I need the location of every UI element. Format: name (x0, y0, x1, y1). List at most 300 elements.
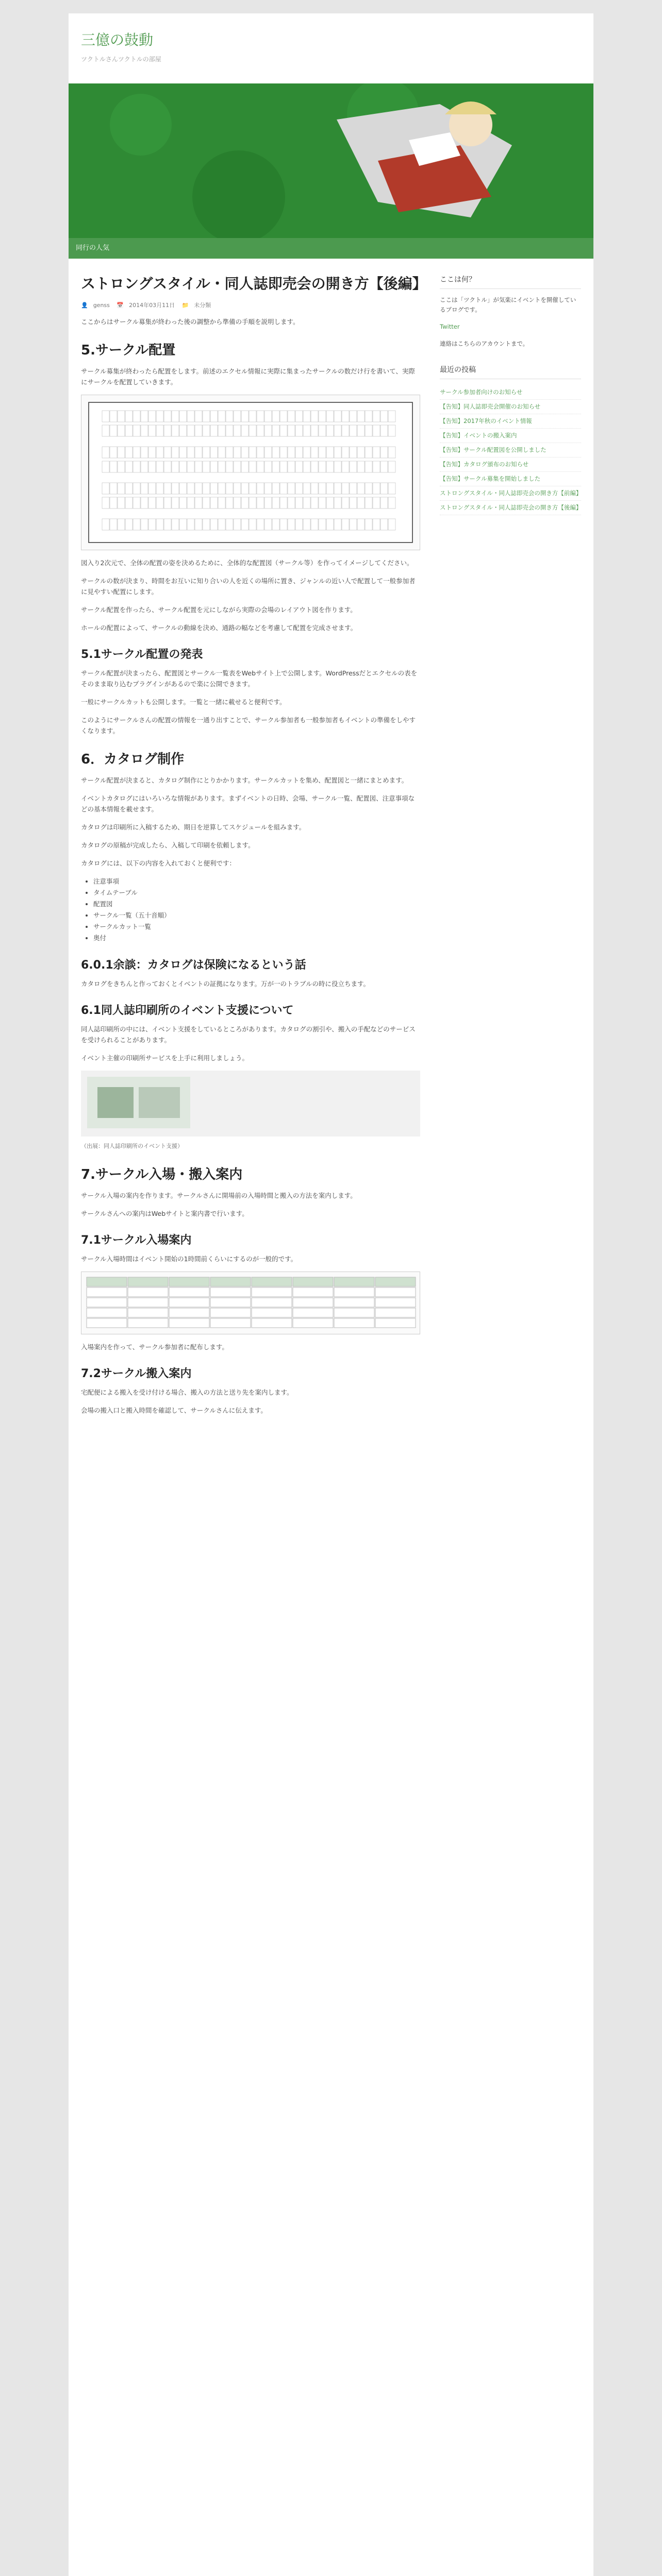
booth-cell (148, 425, 156, 436)
booth-cell (118, 425, 125, 436)
booth-cell (118, 497, 125, 509)
booth-cell (203, 411, 210, 422)
booth-cell (187, 497, 194, 509)
post-category[interactable]: 未分類 (194, 302, 211, 309)
guide-cell (293, 1298, 333, 1307)
booth-cell (156, 519, 163, 530)
guide-cell (87, 1277, 127, 1286)
booth-cell (172, 411, 179, 422)
booth-cell (226, 425, 233, 436)
booth-cell (326, 483, 334, 494)
booth-cell (110, 425, 117, 436)
booth-cell (187, 425, 194, 436)
booth-cell (110, 461, 117, 472)
booth-cell (148, 483, 156, 494)
booth-cell (257, 483, 264, 494)
paragraph: サークル入場時間はイベント開始の1時間前くらいにするのが一般的です。 (81, 1255, 297, 1263)
booth-cell (264, 497, 272, 509)
booth-cell (148, 447, 156, 458)
post-date[interactable]: 2014年03月11日 (129, 302, 175, 309)
guide-cell (375, 1287, 416, 1297)
intro-paragraph: ここからはサークル募集が終わった後の調整から準備の手順を説明します。 (81, 318, 300, 326)
booth-cell (357, 425, 365, 436)
booth-cell (249, 425, 256, 436)
booth-cell (373, 483, 380, 494)
booth-cell (187, 461, 194, 472)
booth-cell (288, 447, 295, 458)
paragraph: サークルの数が決まり、時間をお互いに知り合いの人を近くの場所に置き、ジャンルの近い人で配置して一般参加者に見やすい配置にします。 (81, 577, 416, 596)
recent-post-link[interactable]: 【告知】同人誌即売会開催のお知らせ (440, 400, 581, 414)
booth-cell (365, 411, 372, 422)
print-shop-image (87, 1077, 190, 1128)
paragraph: 同人誌印刷所の中には、イベント支援をしているところがあります。カタログの割引や、搬入の手配などのサービスを受けられることがあります。 (81, 1025, 416, 1044)
booth-cell (195, 483, 202, 494)
booth-cell (172, 447, 179, 458)
list-item: • 奥付 (93, 933, 420, 944)
booth-cell (373, 411, 380, 422)
booth-cell (172, 461, 179, 472)
nav-item[interactable]: 同行の人気 (76, 244, 110, 252)
booth-cell (241, 447, 249, 458)
recent-post-link[interactable]: ストロングスタイル・同人誌即売会の開き方【前編】 (440, 486, 581, 501)
booth-cell (156, 411, 163, 422)
booth-cell (203, 519, 210, 530)
image-caption: （出展：同人誌印刷所のイベント支援） (81, 1143, 183, 1149)
booth-cell (125, 425, 133, 436)
booth-cell (234, 411, 241, 422)
booth-cell (125, 461, 133, 472)
booth-cell (264, 447, 272, 458)
list-item: • 注意事項 (93, 876, 420, 887)
booth-cell (303, 461, 310, 472)
about-text: ここは「ツクトル」が気楽にイベントを開催しているブログです。 (440, 296, 576, 313)
guide-cell (169, 1318, 209, 1328)
booth-cell (241, 483, 249, 494)
booth-cell (141, 497, 148, 509)
recent-post-link[interactable]: サークル参加者向けのお知らせ (440, 385, 581, 400)
booth-cell (102, 411, 109, 422)
booth-cell (326, 497, 334, 509)
paragraph: 宅配便による搬入を受け付ける場合、搬入の方法と送り先を案内します。 (81, 1388, 293, 1396)
booth-cell (172, 483, 179, 494)
layout-map (81, 395, 420, 550)
booth-cell (288, 425, 295, 436)
booth-cell (288, 411, 295, 422)
booth-cell (156, 483, 163, 494)
booth-cell (187, 519, 194, 530)
booth-cell (118, 461, 125, 472)
booth-cell (334, 483, 341, 494)
embedded-image-box (81, 1071, 420, 1137)
booth-cell (257, 411, 264, 422)
booth-cell (164, 411, 171, 422)
booth-cell (350, 519, 357, 530)
paragraph: イベントカタログにはいろいろな情報があります。まずイベントの日時、会場、サークル一覧、配置図、注意事項などの基本情報を載せます。 (81, 794, 415, 813)
booth-cell (365, 519, 372, 530)
guide-cell (169, 1277, 209, 1286)
guide-cell (293, 1318, 333, 1328)
paragraph: カタログの原稿が完成したら、入稿して印刷を依頼します。 (81, 841, 255, 849)
guide-cell (375, 1298, 416, 1307)
booth-cell (148, 411, 156, 422)
booth-cell (303, 483, 310, 494)
booth-cell (133, 425, 140, 436)
booth-cell (133, 461, 140, 472)
booth-cell (179, 411, 187, 422)
section-heading: 6.0.1余談：カタログは保険になるという話 (81, 959, 306, 972)
booth-cell (357, 447, 365, 458)
booth-cell (272, 497, 279, 509)
booth-cell (102, 519, 109, 530)
section-heading: 6．カタログ制作 (81, 752, 185, 767)
paragraph: ホールの配置によって、サークルの動線を決め、通路の幅などを考慮して配置を完成させます。 (81, 624, 357, 632)
guide-cell (128, 1277, 168, 1286)
booth-cell (249, 461, 256, 472)
booth-cell (272, 483, 279, 494)
booth-cell (241, 425, 249, 436)
catalog-contents-list (81, 876, 420, 944)
booth-cell (365, 461, 372, 472)
paragraph: イベント主催の印刷所サービスを上手に利用しましょう。 (81, 1054, 249, 1062)
booth-cell (357, 497, 365, 509)
booth-cell (257, 447, 264, 458)
booth-cell (280, 519, 287, 530)
booth-cell (125, 519, 133, 530)
booth-cell (257, 497, 264, 509)
guide-cell (210, 1277, 251, 1286)
booth-cell (373, 461, 380, 472)
booth-cell (280, 497, 287, 509)
booth-cell (141, 461, 148, 472)
booth-cell (234, 483, 241, 494)
booth-cell (118, 447, 125, 458)
booth-cell (203, 425, 210, 436)
booth-cell (303, 425, 310, 436)
booth-cell (218, 461, 225, 472)
guide-cell (169, 1287, 209, 1297)
list-item: • タイムテーブル (93, 887, 420, 899)
guide-cell (252, 1298, 292, 1307)
paragraph: サークル配置を作ったら、サークル配置を元にしながら実際の会場のレイアウト図を作ります。 (81, 606, 357, 614)
recent-post-link[interactable]: 【告知】イベントの搬入案内 (440, 429, 581, 443)
guide-cell (293, 1287, 333, 1297)
guide-cell (375, 1277, 416, 1286)
guide-cell (334, 1318, 374, 1328)
page-wrapper (69, 13, 593, 2576)
booth-cell (295, 447, 303, 458)
booth-cell (148, 497, 156, 509)
guide-cell (210, 1308, 251, 1317)
booth-cell (164, 425, 171, 436)
booth-cell (380, 425, 388, 436)
booth-cell (311, 519, 318, 530)
booth-cell (295, 425, 303, 436)
about-widget (440, 274, 581, 349)
booth-cell (203, 447, 210, 458)
post-author[interactable]: genss (93, 302, 110, 309)
booth-cell (288, 497, 295, 509)
booth-cell (334, 519, 341, 530)
booth-cell (288, 483, 295, 494)
booth-cell (179, 497, 187, 509)
booth-cell (380, 519, 388, 530)
header-image (69, 83, 593, 238)
booth-cell (125, 497, 133, 509)
booth-cell (110, 447, 117, 458)
recent-post-link[interactable]: 【告知】2017年秋のイベント情報 (440, 414, 581, 429)
booth-cell (342, 447, 349, 458)
booth-cell (388, 497, 395, 509)
booth-cell (380, 447, 388, 458)
guide-cell (87, 1318, 127, 1328)
booth-cell (249, 497, 256, 509)
booth-cell (203, 483, 210, 494)
booth-cell (319, 519, 326, 530)
booth-cell (388, 447, 395, 458)
booth-cell (272, 519, 279, 530)
booth-cell (311, 425, 318, 436)
guide-cell (375, 1308, 416, 1317)
booth-cell (172, 497, 179, 509)
booth-cell (342, 461, 349, 472)
booth-cell (133, 447, 140, 458)
booth-cell (319, 411, 326, 422)
booth-cell (164, 483, 171, 494)
booth-cell (380, 461, 388, 472)
booth-cell (110, 411, 117, 422)
booth-cell (195, 447, 202, 458)
list-item: • 配置図 (93, 899, 420, 910)
guide-cell (334, 1308, 374, 1317)
section-heading: 5.サークル配置 (81, 343, 176, 358)
recent-post-link[interactable]: 【告知】サークル配置図を公開しました (440, 443, 581, 457)
booth-cell (218, 519, 225, 530)
recent-posts-list (440, 385, 581, 515)
booth-cell (326, 411, 334, 422)
booth-cell (280, 461, 287, 472)
booth-cell (388, 461, 395, 472)
booth-cell (334, 461, 341, 472)
entry-guide-table (81, 1272, 420, 1334)
booth-cell (172, 519, 179, 530)
guide-cell (87, 1298, 127, 1307)
booth-cell (226, 411, 233, 422)
booth-cell (241, 497, 249, 509)
booth-cell (156, 461, 163, 472)
booth-cell (164, 447, 171, 458)
booth-cell (365, 447, 372, 458)
booth-cell (203, 461, 210, 472)
booth-cell (125, 447, 133, 458)
booth-cell (218, 411, 225, 422)
booth-cell (280, 447, 287, 458)
booth-cell (350, 447, 357, 458)
guide-cell (87, 1287, 127, 1297)
section-heading: 6.1同人誌印刷所のイベント支援について (81, 1004, 294, 1017)
booth-cell (195, 519, 202, 530)
site-title[interactable]: 三億の鼓動 (81, 31, 154, 48)
booth-cell (125, 483, 133, 494)
paragraph: 会場の搬入口と搬入時間を確認して、サークルさんに伝えます。 (81, 1406, 267, 1414)
booth-cell (257, 425, 264, 436)
booth-cell (288, 519, 295, 530)
booth-cell (218, 483, 225, 494)
booth-cell (102, 447, 109, 458)
booth-cell (102, 483, 109, 494)
booth-cell (187, 483, 194, 494)
booth-cell (264, 519, 272, 530)
section-heading: 5.1サークル配置の発表 (81, 648, 203, 661)
paragraph: 一般にサークルカットも公開します。一覧と一緒に載せると便利です。 (81, 698, 286, 706)
guide-cell (252, 1318, 292, 1328)
twitter-link[interactable]: Twitter (440, 323, 460, 330)
booth-cell (319, 425, 326, 436)
guide-cell (252, 1308, 292, 1317)
booth-cell (133, 519, 140, 530)
booth-cell (303, 447, 310, 458)
booth-cell (102, 425, 109, 436)
paragraph: 図入り2次元で、全体の配置の姿を決めるために、全体的な配置図（サークル等）を作ってイメージしてください。 (81, 559, 413, 567)
booth-cell (326, 519, 334, 530)
guide-cell (128, 1308, 168, 1317)
guide-cell (128, 1318, 168, 1328)
booth-cell (342, 483, 349, 494)
guide-cell (252, 1277, 292, 1286)
header-illustration (69, 83, 593, 238)
recent-post-link[interactable]: 【告知】サークル募集を開始しました (440, 472, 581, 486)
booth-cell (249, 519, 256, 530)
booth-cell (195, 425, 202, 436)
recent-post-link[interactable]: 【告知】カタログ頒布のお知らせ (440, 457, 581, 472)
booth-cell (365, 497, 372, 509)
booth-cell (350, 425, 357, 436)
booth-cell (350, 411, 357, 422)
guide-cell (252, 1287, 292, 1297)
paragraph: サークル配置が決まったら、配置図とサークル一覧表をWebサイト上で公開します。WordPressだとエクセルの表をそのまま取り込むプラグインがあるので楽に公開できます。 (81, 669, 418, 688)
booth-cell (249, 447, 256, 458)
booth-cell (141, 519, 148, 530)
section-heading: 7.サークル入場・搬入案内 (81, 1167, 243, 1182)
booth-cell (334, 497, 341, 509)
booth-cell (164, 461, 171, 472)
guide-cell (128, 1287, 168, 1297)
paragraph: サークルさんへの案内はWebサイトと案内書で行います。 (81, 1210, 249, 1217)
booth-cell (241, 411, 249, 422)
booth-cell (234, 461, 241, 472)
booth-cell (102, 461, 109, 472)
booth-cell (257, 461, 264, 472)
booth-cell (195, 411, 202, 422)
section-heading: 7.2サークル搬入案内 (81, 1367, 192, 1380)
paragraph: 入場案内を作って、サークル参加者に配布します。 (81, 1343, 228, 1351)
booth-cell (357, 483, 365, 494)
booth-cell (148, 519, 156, 530)
booth-cell (272, 461, 279, 472)
guide-cell (210, 1298, 251, 1307)
guide-cell (210, 1287, 251, 1297)
guide-cell (375, 1318, 416, 1328)
booth-cell (280, 411, 287, 422)
booth-cell (179, 519, 187, 530)
folder-icon: 📁 (181, 302, 189, 309)
booth-cell (226, 483, 233, 494)
booth-cell (326, 447, 334, 458)
booth-cell (311, 411, 318, 422)
paragraph: サークル配置が決まると、カタログ制作にとりかかります。サークルカットを集め、配置図と一緒にまとめます。 (81, 776, 408, 784)
booth-cell (280, 483, 287, 494)
guide-cell (210, 1318, 251, 1328)
booth-cell (388, 411, 395, 422)
booth-cell (326, 461, 334, 472)
booth-cell (187, 411, 194, 422)
booth-cell (118, 411, 125, 422)
booth-cell (319, 497, 326, 509)
booth-cell (295, 483, 303, 494)
booth-cell (264, 483, 272, 494)
recent-post-link[interactable]: ストロングスタイル・同人誌即売会の開き方【後編】 (440, 501, 581, 515)
booth-cell (350, 497, 357, 509)
booth-cell (357, 461, 365, 472)
calendar-icon: 📅 (117, 302, 124, 309)
paragraph: カタログには、以下の内容を入れておくと便利です： (81, 859, 236, 867)
booth-cell (226, 497, 233, 509)
booth-cell (264, 461, 272, 472)
booth-cell (319, 447, 326, 458)
booth-cell (365, 483, 372, 494)
guide-cell (87, 1308, 127, 1317)
booth-cell (380, 411, 388, 422)
booth-cell (133, 497, 140, 509)
booth-cell (234, 447, 241, 458)
booth-cell (141, 483, 148, 494)
widget-title: ここは何？ (440, 274, 581, 289)
booth-cell (295, 461, 303, 472)
booth-cell (141, 425, 148, 436)
booth-cell (179, 425, 187, 436)
booth-cell (234, 497, 241, 509)
booth-cell (311, 483, 318, 494)
booth-cell (172, 425, 179, 436)
booth-cell (357, 519, 365, 530)
guide-cell (293, 1277, 333, 1286)
booth-cell (319, 461, 326, 472)
list-item: • サークル一覧（五十音順） (93, 910, 420, 921)
booth-cell (311, 447, 318, 458)
booth-cell (195, 497, 202, 509)
booth-cell (380, 483, 388, 494)
booth-cell (179, 461, 187, 472)
booth-cell (164, 497, 171, 509)
booth-cell (148, 461, 156, 472)
paragraph: このようにサークルさんの配置の情報を一通り出すことで、サークル参加者も一般参加者もイベントの準備をしやすくなります。 (81, 716, 416, 735)
booth-cell (234, 425, 241, 436)
booth-cell (210, 425, 218, 436)
booth-cell (373, 425, 380, 436)
section-heading: 7.1サークル入場案内 (81, 1234, 192, 1247)
guide-cell (293, 1308, 333, 1317)
booth-cell (319, 483, 326, 494)
main-content (81, 274, 427, 1423)
booth-cell (218, 447, 225, 458)
booth-cell (141, 411, 148, 422)
booth-cell (179, 483, 187, 494)
booth-cell (365, 425, 372, 436)
booth-cell (226, 519, 233, 530)
author-icon: 👤 (81, 302, 88, 309)
booth-cell (334, 447, 341, 458)
guide-cell (169, 1308, 209, 1317)
twitter-text: 連絡はこちらのアカウントまで。 (440, 340, 529, 347)
